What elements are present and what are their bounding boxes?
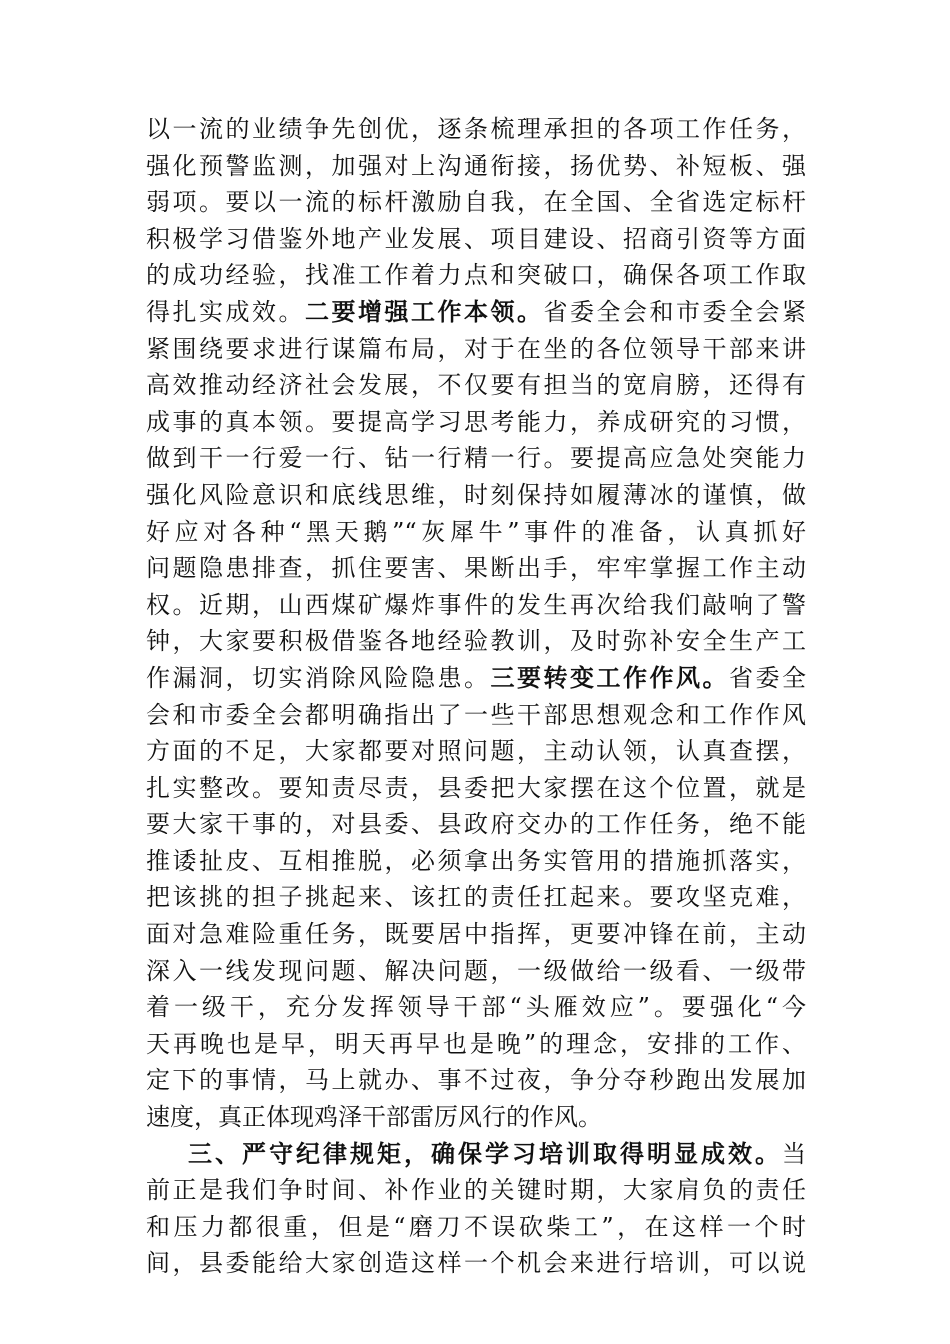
- text-segment: 得扎实成效。: [146, 297, 305, 326]
- text-line: [146, 550, 806, 587]
- text-line: [146, 367, 806, 404]
- text-line: [146, 879, 806, 916]
- text-segment: 强化风险意识和底线思维，时刻保持如履薄冰的谨慎，做: [146, 480, 806, 509]
- text-segment: 紧围绕要求进行谋篇布局，对于在坐的各位领导干部来讲: [146, 334, 806, 363]
- text-segment: 把该挑的担子挑起来、该扛的责任扛起来。要攻坚克难，: [146, 883, 806, 912]
- text-segment: 深入一线发现问题、解决问题，一级做给一级看、一级带: [146, 956, 806, 985]
- text-segment: 速度，真正体现鸡泽干部雷厉风行的作风。: [146, 1103, 602, 1132]
- text-line: [146, 331, 806, 368]
- text-segment: 前正是我们争时间、补作业的关键时期，大家肩负的责任: [146, 1176, 806, 1205]
- text-segment: 省委全: [729, 663, 806, 692]
- text-line: [146, 1026, 806, 1063]
- text-line: [146, 257, 806, 294]
- text-segment: 会和市委全会都明确指出了一些干部思想观念和工作作风: [146, 700, 806, 729]
- text-segment: 作漏洞，切实消除风险隐患。: [146, 663, 491, 692]
- text-line: [146, 989, 806, 1026]
- text-line: [146, 111, 806, 148]
- text-line: [146, 477, 806, 514]
- text-segment: 强化预警监测，加强对上沟通衔接，扬优势、补短板、强: [146, 151, 806, 180]
- text-line: [146, 953, 806, 990]
- text-segment: 推诿扯皮、互相推脱，必须拿出务实管用的措施抓落实，: [146, 846, 806, 875]
- text-segment: 高效推动经济社会发展，不仅要有担当的宽肩膀，还得有: [146, 371, 806, 400]
- text-line: [146, 697, 806, 734]
- section-heading-line: [146, 1136, 806, 1173]
- text-segment: 方面的不足，大家都要对照问题，主动认领，认真查摆，: [146, 737, 806, 766]
- text-line: [146, 587, 806, 624]
- text-line: [146, 843, 806, 880]
- text-line: [146, 404, 806, 441]
- text-segment: 当: [782, 1139, 806, 1168]
- text-line: [146, 806, 806, 843]
- text-segment: 弱项。要以一流的标杆激励自我，在全国、全省选定标杆: [146, 188, 806, 217]
- bold-heading: 二要增强工作本领。: [305, 296, 544, 326]
- text-line: [146, 1245, 806, 1282]
- text-segment: 钟，大家要积极借鉴各地经验教训，及时弥补安全生产工: [146, 627, 806, 656]
- text-segment: 做到干一行爱一行、钻一行精一行。要提高应急处突能力: [146, 444, 806, 473]
- text-line: [146, 440, 806, 477]
- text-segment: 扎实整改。要知责尽责，县委把大家摆在这个位置，就是: [146, 773, 806, 802]
- text-line: [146, 221, 806, 258]
- text-line: [146, 1209, 806, 1246]
- text-line: [146, 1099, 806, 1136]
- text-segment: 天再晚也是早，明天再早也是晚”的理念，安排的工作、: [146, 1029, 806, 1058]
- text-line: [146, 294, 806, 331]
- text-segment: 要大家干事的，对县委、县政府交办的工作任务，绝不能: [146, 810, 806, 839]
- text-segment: 好应对各种“黑天鹅”“灰犀牛”事件的准备，认真抓好: [146, 517, 806, 546]
- text-line: [146, 514, 806, 551]
- text-line: [146, 916, 806, 953]
- text-line: [146, 733, 806, 770]
- text-segment: 省委全会和市委全会紧: [543, 297, 806, 326]
- text-line: [146, 1172, 806, 1209]
- text-segment: 面对急难险重任务，既要居中指挥，更要冲锋在前，主动: [146, 920, 806, 949]
- bold-heading: 三要转变工作作风。: [490, 662, 729, 692]
- text-line: [146, 1062, 806, 1099]
- document-page: [146, 111, 806, 1282]
- text-segment: 着一级干，充分发挥领导干部“头雁效应”。要强化“今: [146, 993, 806, 1022]
- text-segment: 积极学习借鉴外地产业发展、项目建设、招商引资等方面: [146, 224, 806, 253]
- text-segment: 的成功经验，找准工作着力点和突破口，确保各项工作取: [146, 261, 806, 290]
- section-heading: 三、严守纪律规矩，确保学习培训取得明显成效。: [188, 1138, 782, 1168]
- text-line: [146, 148, 806, 185]
- text-segment: 和压力都很重，但是“磨刀不误砍柴工”，在这样一个时: [146, 1212, 806, 1241]
- text-segment: 以一流的业绩争先创优，逐条梳理承担的各项工作任务，: [146, 115, 806, 143]
- text-line: [146, 184, 806, 221]
- text-segment: 成事的真本领。要提高学习思考能力，养成研究的习惯，: [146, 407, 806, 436]
- text-line: [146, 660, 806, 697]
- text-line: [146, 623, 806, 660]
- text-segment: 间，县委能给大家创造这样一个机会来进行培训，可以说: [146, 1249, 806, 1278]
- text-segment: 定下的事情，马上就办、事不过夜，争分夺秒跑出发展加: [146, 1066, 806, 1095]
- text-line: [146, 770, 806, 807]
- text-segment: 权。近期，山西煤矿爆炸事件的发生再次给我们敲响了警: [146, 590, 806, 619]
- text-segment: 问题隐患排查，抓住要害、果断出手，牢牢掌握工作主动: [146, 554, 806, 583]
